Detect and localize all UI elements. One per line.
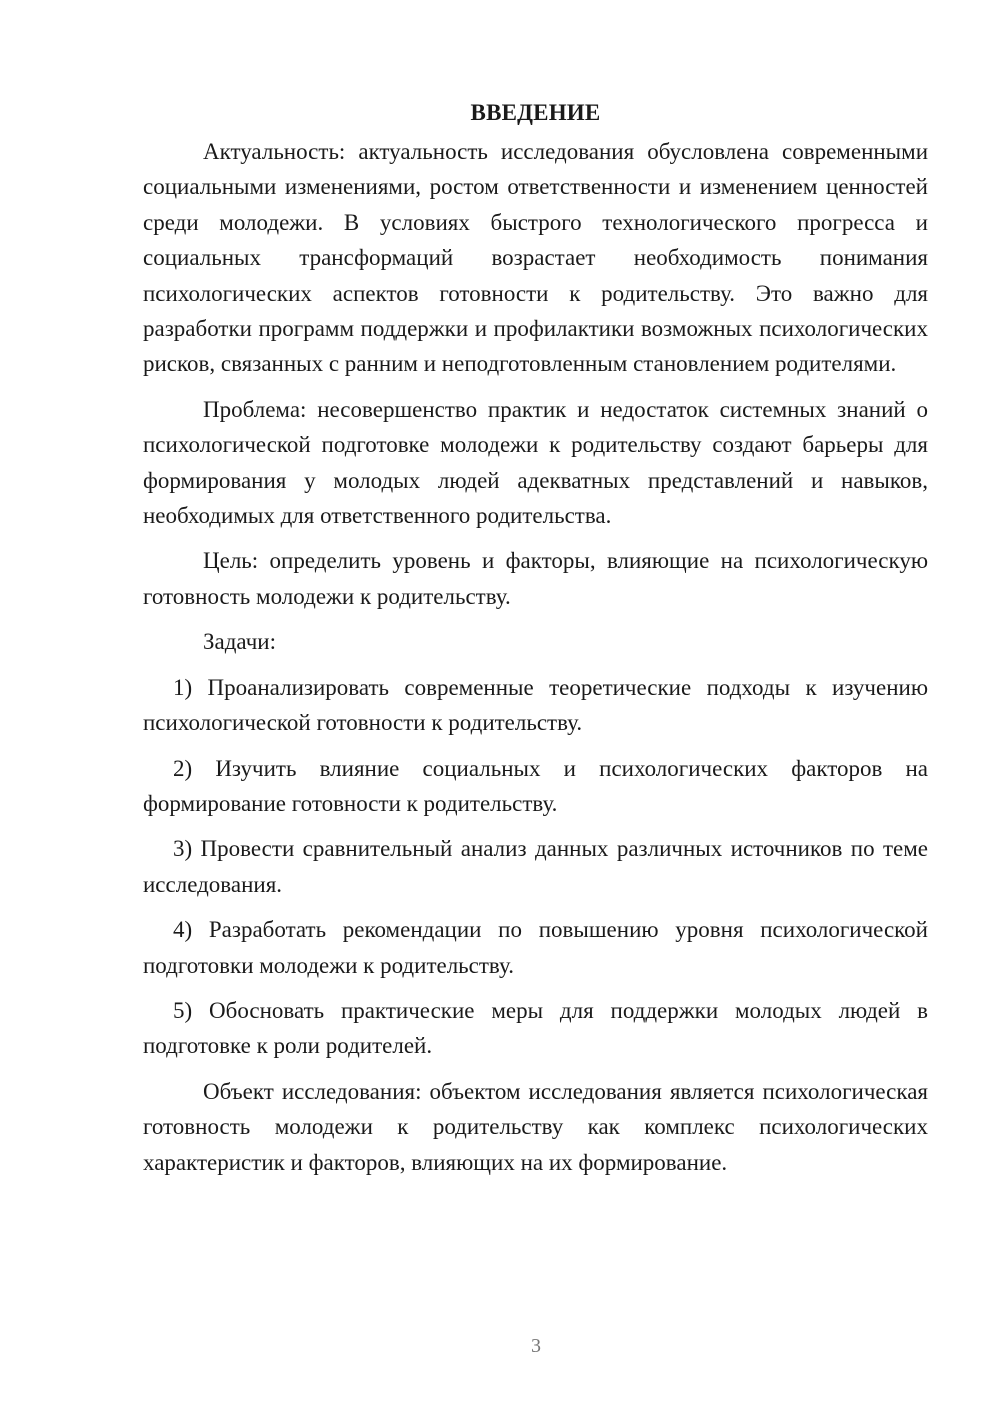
goal-paragraph: Цель: определить уровень и факторы, влияющие на психологическую готовность молодежи к родительству. — [143, 548, 928, 609]
object-paragraph: Объект исследования: объектом исследования является психологическая готовность молодежи к родительству как комплекс психологических характеристик и факторов, влияющих на их формирование. — [143, 1078, 928, 1175]
task-item: 1) Проанализировать современные теоретические подходы к изучению психологической готовности к родительству. — [143, 674, 928, 736]
task-item: 4) Разработать рекомендации по повышению уровня психологической подготовки молодежи к родительству. — [143, 917, 928, 978]
tasks-label: Задачи: — [203, 629, 276, 655]
page-number: 3 — [531, 1335, 541, 1357]
relevance-paragraph: Актуальность: актуальность исследования обусловлена современными социальными изменениями, ростом ответственности и изменением ценностей среди молодежи. В условиях быстрого технологического прогресса и социальных трансформаций возрастает необходимость понимания психологических аспектов готовности к родительству. Это важно для разработки программ поддержки и профилактики возможных психологических рисков, связанных с ранним и неподготовленным становлением родителями. — [143, 139, 928, 377]
problem-paragraph: Проблема: несовершенство практик и недостаток системных знаний о психологической подготовке молодежи к родительству создают барьеры для формирования у молодых людей адекватных представлений и навыков, необходимых для ответственного родительства. — [143, 396, 928, 529]
task-item: 3) Провести сравнительный анализ данных различных источников по теме исследования. — [143, 836, 928, 897]
page-content — [143, 95, 928, 1180]
task-item: 2) Изучить влияние социальных и психологических факторов на формирование готовности к родительству. — [143, 755, 928, 816]
section-heading: ВВЕДЕНИЕ — [470, 100, 601, 125]
task-item: 5) Обосновать практические меры для поддержки молодых людей в подготовке к роли родителей. — [143, 997, 928, 1059]
